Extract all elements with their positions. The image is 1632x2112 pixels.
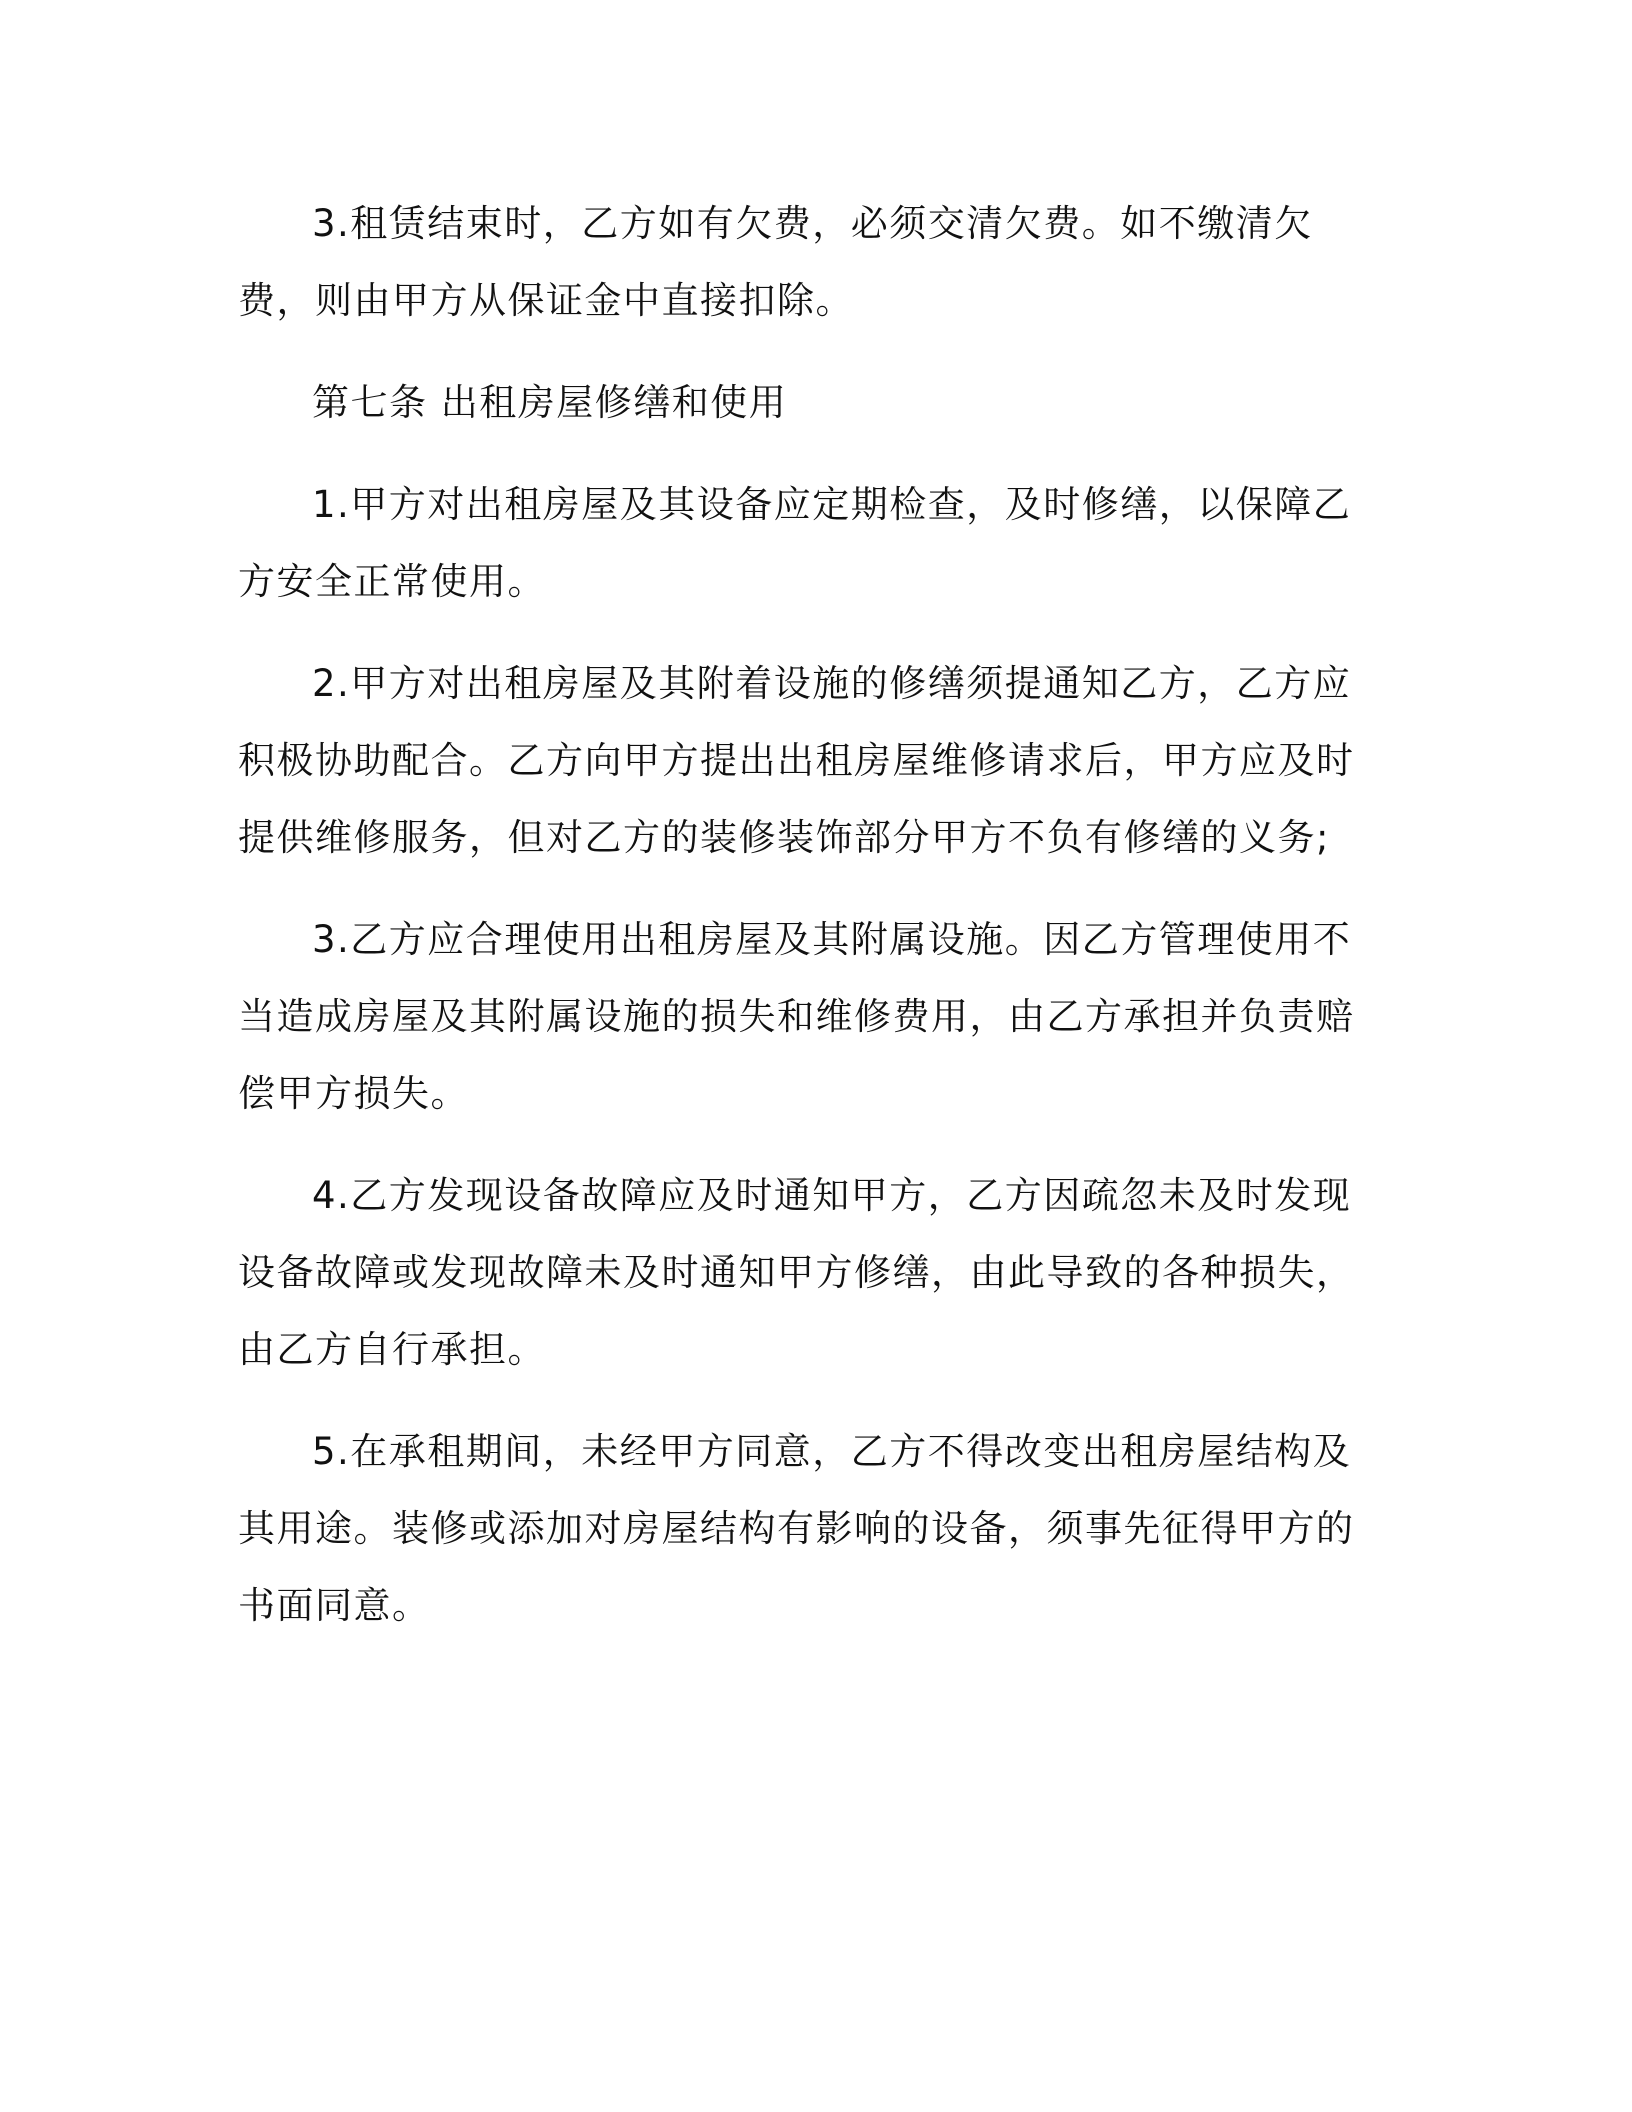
- clause-7-item-5: 5.在承租期间，未经甲方同意，乙方不得改变出租房屋结构及其用途。装修或添加对房屋结构有影响的设备，须事先征得甲方的书面同意。: [238, 1430, 1355, 1627]
- clause-7-item-1: 1.甲方对出租房屋及其设备应定期检查，及时修缮，以保障乙方安全正常使用。: [238, 483, 1352, 603]
- article-7-heading: 第七条 出租房屋修缮和使用: [312, 381, 788, 424]
- clause-7-item-2: 2.甲方对出租房屋及其附着设施的修缮须提通知乙方，乙方应积极协助配合。乙方向甲方提出出租房屋维修请求后，甲方应及时提供维修服务，但对乙方的装修装饰部分甲方不负有修缮的义务;: [238, 662, 1355, 859]
- document-body: [238, 185, 1378, 1669]
- clause-7-item-3: 3.乙方应合理使用出租房屋及其附属设施。因乙方管理使用不当造成房屋及其附属设施的损失和维修费用，由乙方承担并负责赔偿甲方损失。: [238, 918, 1355, 1115]
- clause-7-item-4: 4.乙方发现设备故障应及时通知甲方，乙方因疏忽未及时发现设备故障或发现故障未及时通知甲方修缮，由此导致的各种损失，由乙方自行承担。: [238, 1174, 1355, 1371]
- clause-6-item-3: 3.租赁结束时，乙方如有欠费，必须交清欠费。如不缴清欠费，则由甲方从保证金中直接扣除。: [238, 202, 1313, 322]
